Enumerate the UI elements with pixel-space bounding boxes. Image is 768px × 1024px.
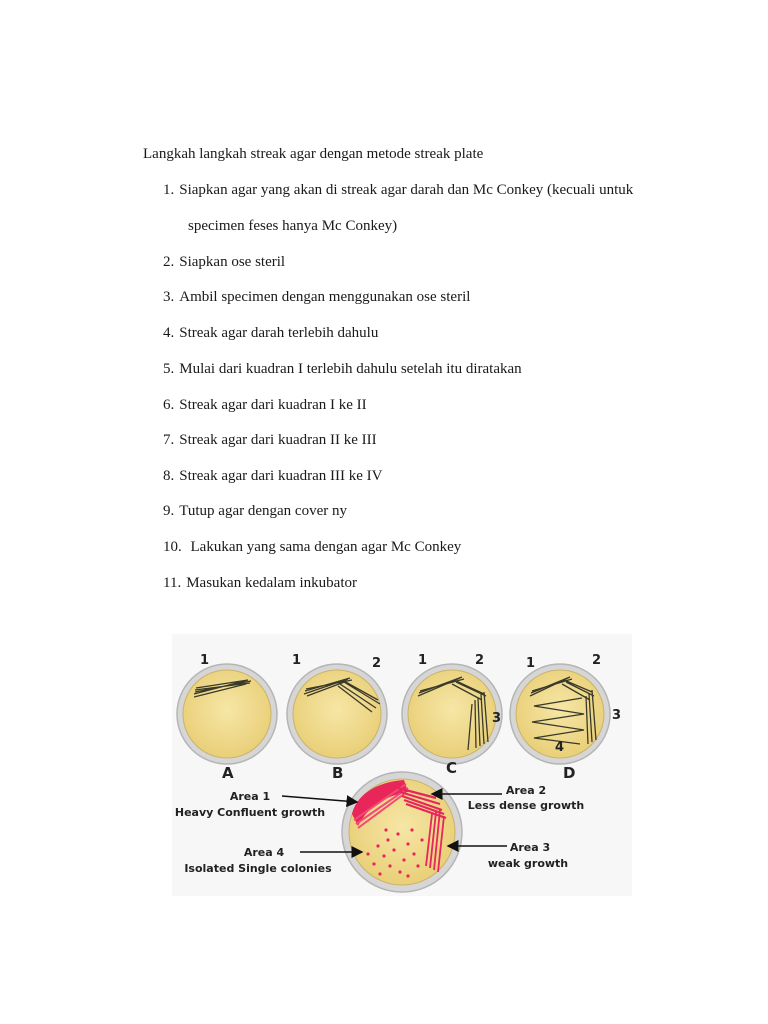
step-9 xyxy=(163,503,347,520)
step-1-continuation: specimen feses hanya Mc Conkey) xyxy=(188,218,398,234)
plate-letter: A xyxy=(222,764,234,782)
plate-number: 2 xyxy=(372,656,382,671)
plate-number: 2 xyxy=(475,653,485,668)
plate-number: 4 xyxy=(555,740,565,755)
step-text: Lakukan yang sama dengan agar Mc Conkey xyxy=(186,539,462,555)
plate-letter: B xyxy=(332,764,344,782)
plate-number: 1 xyxy=(418,653,428,668)
step-number: 5. xyxy=(163,361,175,377)
step-number: 1. xyxy=(163,182,175,198)
area-2-desc: Less dense growth xyxy=(467,799,585,812)
step-text: Masukan kedalam inkubator xyxy=(186,575,357,591)
area-3-title: Area 3 xyxy=(509,841,551,854)
plate-number: 1 xyxy=(292,653,302,668)
step-text: Streak agar darah terlebih dahulu xyxy=(179,325,379,341)
step-text: Ambil specimen dengan menggunakan ose steril xyxy=(179,289,471,305)
area-1-desc: Heavy Confluent growth xyxy=(174,806,326,819)
step-text: Mulai dari kuadran I terlebih dahulu setelah itu diratakan xyxy=(179,361,522,377)
step-11 xyxy=(163,575,357,592)
step-number: 6. xyxy=(163,397,175,413)
step-7 xyxy=(163,432,377,449)
streak-plate-illustration xyxy=(172,634,632,896)
step-1 xyxy=(163,182,633,199)
step-10 xyxy=(163,539,461,556)
step-2 xyxy=(163,254,285,271)
area-4-desc: Isolated Single colonies xyxy=(184,862,332,875)
plate-number: 3 xyxy=(492,711,502,726)
step-8 xyxy=(163,468,382,485)
area-2-title: Area 2 xyxy=(505,784,547,797)
step-5 xyxy=(163,361,522,378)
step-number: 11. xyxy=(163,575,182,591)
plate-letter: C xyxy=(446,759,458,777)
step-text: Streak agar dari kuadran III ke IV xyxy=(179,468,383,484)
step-number: 8. xyxy=(163,468,175,484)
streak-plate-figure xyxy=(172,634,632,896)
area-3-desc: weak growth xyxy=(487,857,569,870)
plate-number: 1 xyxy=(200,653,210,668)
plate-number: 1 xyxy=(526,656,536,671)
step-number: 10. xyxy=(163,539,182,555)
step-4 xyxy=(163,325,378,342)
step-number: 3. xyxy=(163,289,175,305)
step-number: 7. xyxy=(163,432,175,448)
step-3 xyxy=(163,289,470,306)
page-title: Langkah langkah streak agar dengan metode streak plate xyxy=(143,146,484,162)
step-number: 9. xyxy=(163,503,175,519)
plate-number: 3 xyxy=(612,708,622,723)
step-text: Siapkan agar yang akan di streak agar darah dan Mc Conkey (kecuali untuk xyxy=(179,182,634,198)
plate-letter: D xyxy=(563,764,576,782)
step-text: Tutup agar dengan cover ny xyxy=(179,503,347,519)
step-text: Siapkan ose steril xyxy=(179,254,286,270)
step-text: Streak agar dari kuadran II ke III xyxy=(179,432,377,448)
step-number: 4. xyxy=(163,325,175,341)
step-text: Streak agar dari kuadran I ke II xyxy=(179,397,367,413)
petri-dish-growth-areas xyxy=(342,772,462,892)
area-1-title: Area 1 xyxy=(229,790,271,803)
step-number: 2. xyxy=(163,254,175,270)
plate-number: 2 xyxy=(592,653,602,668)
step-6 xyxy=(163,397,367,414)
area-4-title: Area 4 xyxy=(243,846,285,859)
